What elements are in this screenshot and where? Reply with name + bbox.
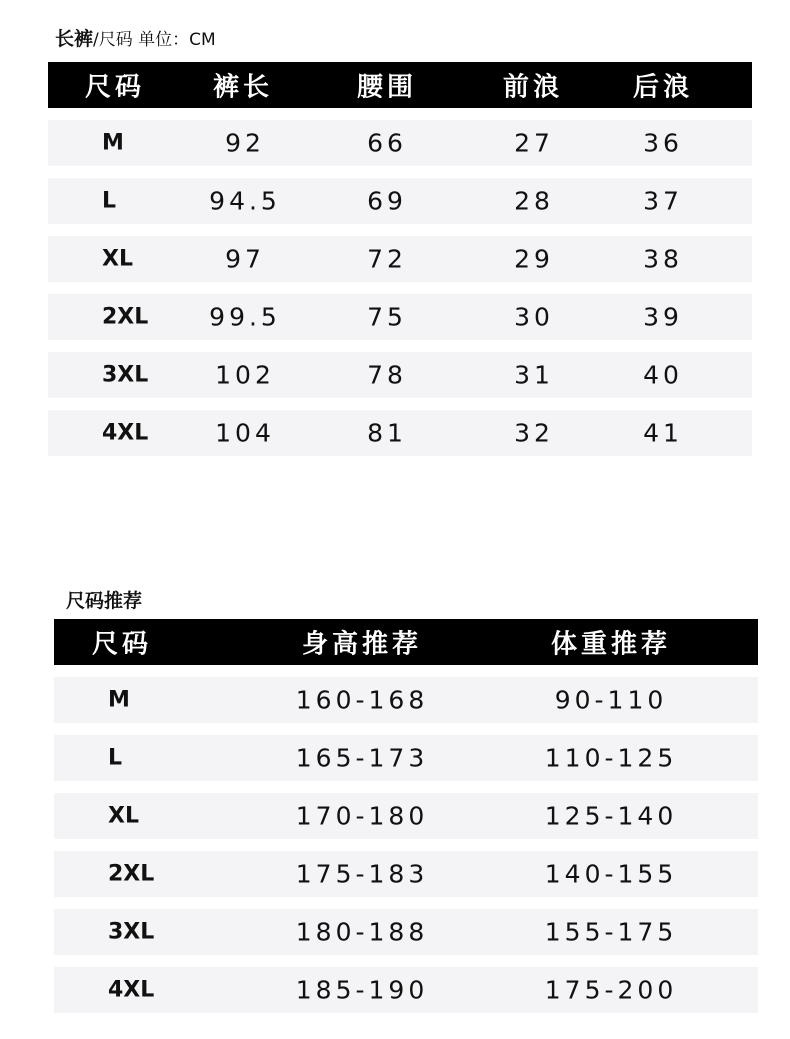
table-cell: 29: [514, 244, 554, 274]
table1-caption: [55, 24, 216, 51]
table-row: [48, 236, 752, 282]
table-row: [54, 735, 758, 781]
table-cell: 32: [514, 418, 554, 448]
size-label: 4XL: [108, 977, 155, 1003]
table-cell: 90-110: [554, 685, 668, 715]
table1-header-cell: 裤长: [212, 72, 274, 103]
table-cell: 81: [367, 418, 407, 448]
table-cell: 69: [367, 186, 407, 216]
table-row: [48, 178, 752, 224]
table2-caption: 尺码推荐: [66, 590, 143, 612]
table1-caption-main: 长裤: [55, 28, 94, 50]
table-cell: 175-183: [295, 859, 429, 889]
table-cell: 102: [215, 360, 275, 390]
table-cell: 160-168: [295, 685, 429, 715]
table-cell: 104: [215, 418, 275, 448]
size-label: 4XL: [102, 420, 149, 446]
size-label: M: [102, 130, 124, 156]
table-cell: 75: [367, 302, 407, 332]
table-cell: 72: [367, 244, 407, 274]
table1-header-cell: 尺码: [84, 72, 146, 103]
table1-header-cell: 前浪: [502, 72, 564, 103]
size-label: XL: [102, 246, 133, 272]
table-cell: 31: [514, 360, 554, 390]
size-label: 3XL: [108, 919, 155, 945]
table-cell: 165-173: [295, 743, 429, 773]
size-label: XL: [108, 803, 139, 829]
table2-header-cell: 尺码: [91, 629, 153, 660]
table-row: [54, 851, 758, 897]
pants-size-table: [48, 62, 752, 456]
table-cell: 27: [514, 128, 554, 158]
table-cell: 155-175: [544, 917, 678, 947]
table-cell: 78: [367, 360, 407, 390]
table-cell: 170-180: [295, 801, 429, 831]
table-cell: 37: [643, 186, 683, 216]
table-cell: 38: [643, 244, 683, 274]
table-cell: 180-188: [295, 917, 429, 947]
size-label: L: [102, 188, 117, 214]
size-recommendation-table: [54, 619, 758, 1013]
table2-header-cell: 体重推荐: [550, 629, 672, 660]
table-cell: 41: [643, 418, 683, 448]
table-cell: 30: [514, 302, 554, 332]
table-cell: 125-140: [544, 801, 678, 831]
table-cell: 40: [643, 360, 683, 390]
table1-caption-sub: /尺码 单位：CM: [93, 30, 216, 50]
table-row: [48, 294, 752, 340]
table-cell: 66: [367, 128, 407, 158]
table-row: [48, 410, 752, 456]
table-row: [54, 677, 758, 723]
table1-header-cell: 后浪: [632, 72, 694, 103]
table1-header-cell: 腰围: [356, 72, 418, 103]
table-cell: 36: [643, 128, 683, 158]
table-cell: 185-190: [295, 975, 429, 1005]
table-cell: 110-125: [544, 743, 678, 773]
table-cell: 97: [225, 244, 265, 274]
table-cell: 99.5: [209, 302, 281, 332]
table-row: [54, 967, 758, 1013]
size-label: 3XL: [102, 362, 149, 388]
table-cell: 140-155: [544, 859, 678, 889]
table2-header-row: [54, 619, 758, 665]
size-label: 2XL: [102, 304, 149, 330]
table-row: [54, 793, 758, 839]
table2-header-cell: 身高推荐: [301, 629, 423, 660]
table-cell: 39: [643, 302, 683, 332]
size-label: L: [108, 745, 123, 771]
size-label: M: [108, 687, 130, 713]
table-cell: 28: [514, 186, 554, 216]
table-row: [48, 352, 752, 398]
table-cell: 175-200: [544, 975, 678, 1005]
size-label: 2XL: [108, 861, 155, 887]
table-cell: 92: [225, 128, 265, 158]
table-cell: 94.5: [209, 186, 281, 216]
table-row: [48, 120, 752, 166]
table1-header-row: [48, 62, 752, 108]
table-row: [54, 909, 758, 955]
